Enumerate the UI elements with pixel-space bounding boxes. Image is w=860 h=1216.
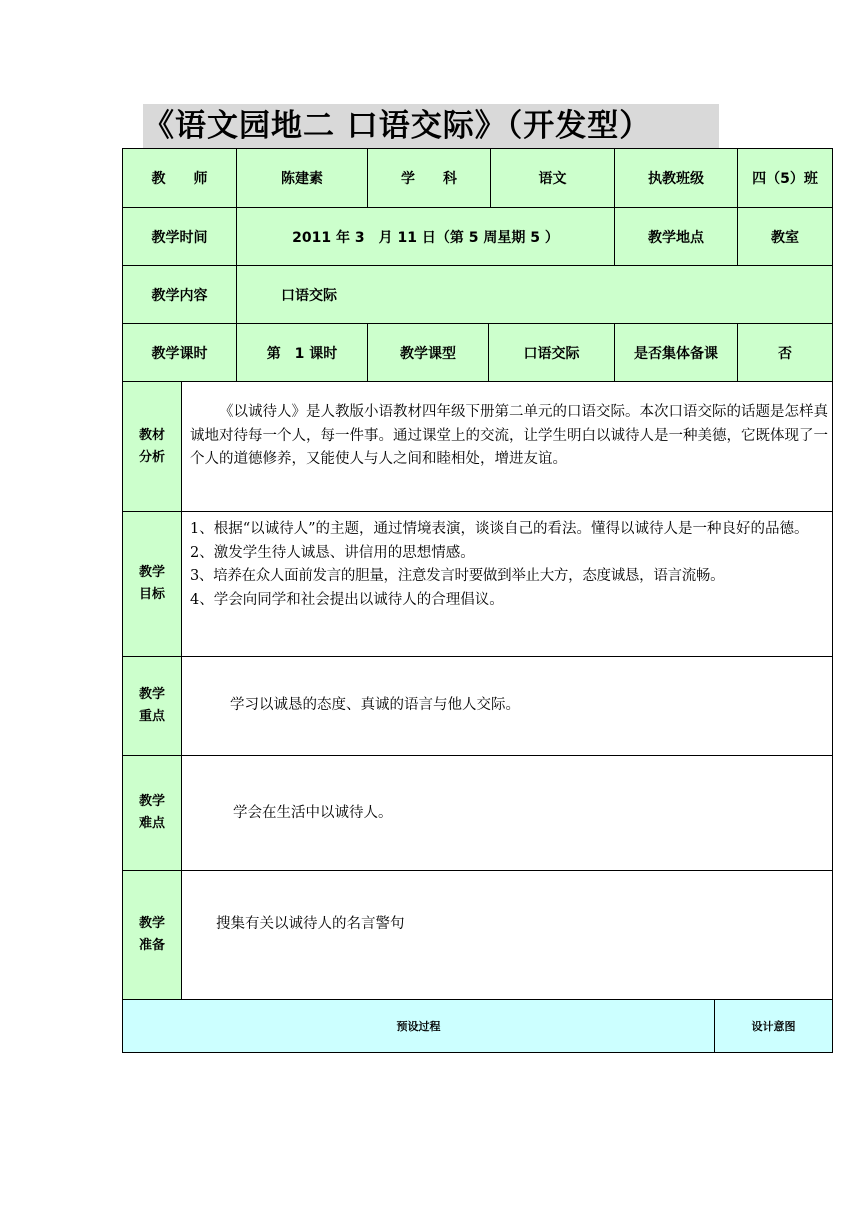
preparation-label-line2: 准备: [138, 938, 165, 953]
analysis-label-line1: 教材: [138, 427, 165, 443]
goals-label: [122, 511, 182, 657]
goals-label-line2: 目标: [138, 587, 165, 602]
design-intent-header: 设计意图: [714, 999, 833, 1053]
preparation-text: 搜集有关以诚待人的名言警句: [181, 870, 833, 1000]
preparation-label-line1: 教学: [138, 916, 165, 931]
collective-prep-label: 是否集体备课: [614, 323, 738, 382]
teacher-label: 教 师: [122, 148, 237, 208]
time-label: 教学时间: [122, 207, 237, 266]
content-value: 口语交际: [236, 265, 833, 324]
difficulties-label-line1: 教学: [138, 794, 165, 809]
key-points-label: [122, 656, 182, 756]
period-label: 教学课时: [122, 323, 237, 382]
analysis-label: [122, 381, 182, 512]
subject-value: 语文: [490, 148, 615, 208]
page-title: 《语文园地二 口语交际》（开发型）: [143, 108, 652, 144]
place-value: 教室: [737, 207, 833, 266]
collective-prep-value: 否: [737, 323, 833, 382]
content-label: 教学内容: [122, 265, 237, 324]
lesson-type-value: 口语交际: [488, 323, 615, 382]
class-value: 四（5）班: [737, 148, 833, 208]
difficulties-label-line2: 难点: [138, 816, 165, 831]
goals-list: [181, 511, 833, 657]
goal-item-1: 1、根据“以诚待人”的主题，通过情境表演，谈谈自己的看法。懂得以诚待人是一种良好的品德。: [190, 521, 809, 537]
goal-item-4: 4、学会向同学和社会提出以诚待人的合理倡议。: [190, 591, 504, 608]
class-label: 执教班级: [614, 148, 738, 208]
subject-label: 学 科: [367, 148, 491, 208]
goals-label-line1: 教学: [138, 565, 165, 580]
preparation-label: [122, 870, 182, 1000]
analysis-text: 《以诚待人》是人教版小语教材四年级下册第二单元的口语交际。本次口语交际的话题是怎样真诚地对待每一个人，每一件事。通过课堂上的交流，让学生明白以诚待人是一种美德，它既体现了一个人的道德修养，又能使人与人之间和睦相处，增进友谊。: [181, 381, 833, 512]
difficulties-text: 学会在生活中以诚待人。: [181, 755, 833, 871]
time-value: 2011 年 3 月 11 日（第 5 周星期 5 ）: [236, 207, 615, 266]
goal-item-2: 2、激发学生待人诚恳、讲信用的思想情感。: [190, 544, 475, 561]
period-value: 第 1 课时: [236, 323, 368, 382]
difficulties-label: [122, 755, 182, 871]
process-header: 预设过程: [122, 999, 715, 1053]
goal-item-3: 3、培养在众人面前发言的胆量，注意发言时要做到举止大方，态度诚恳，语言流畅。: [190, 568, 725, 584]
lesson-type-label: 教学课型: [367, 323, 489, 382]
teacher-value: 陈建素: [236, 148, 368, 208]
analysis-label-line2: 分析: [138, 449, 165, 465]
place-label: 教学地点: [614, 207, 738, 266]
key-points-label-line2: 重点: [138, 709, 165, 724]
key-points-label-line1: 教学: [138, 687, 165, 702]
key-points-text: 学习以诚恳的态度、真诚的语言与他人交际。: [181, 656, 833, 756]
